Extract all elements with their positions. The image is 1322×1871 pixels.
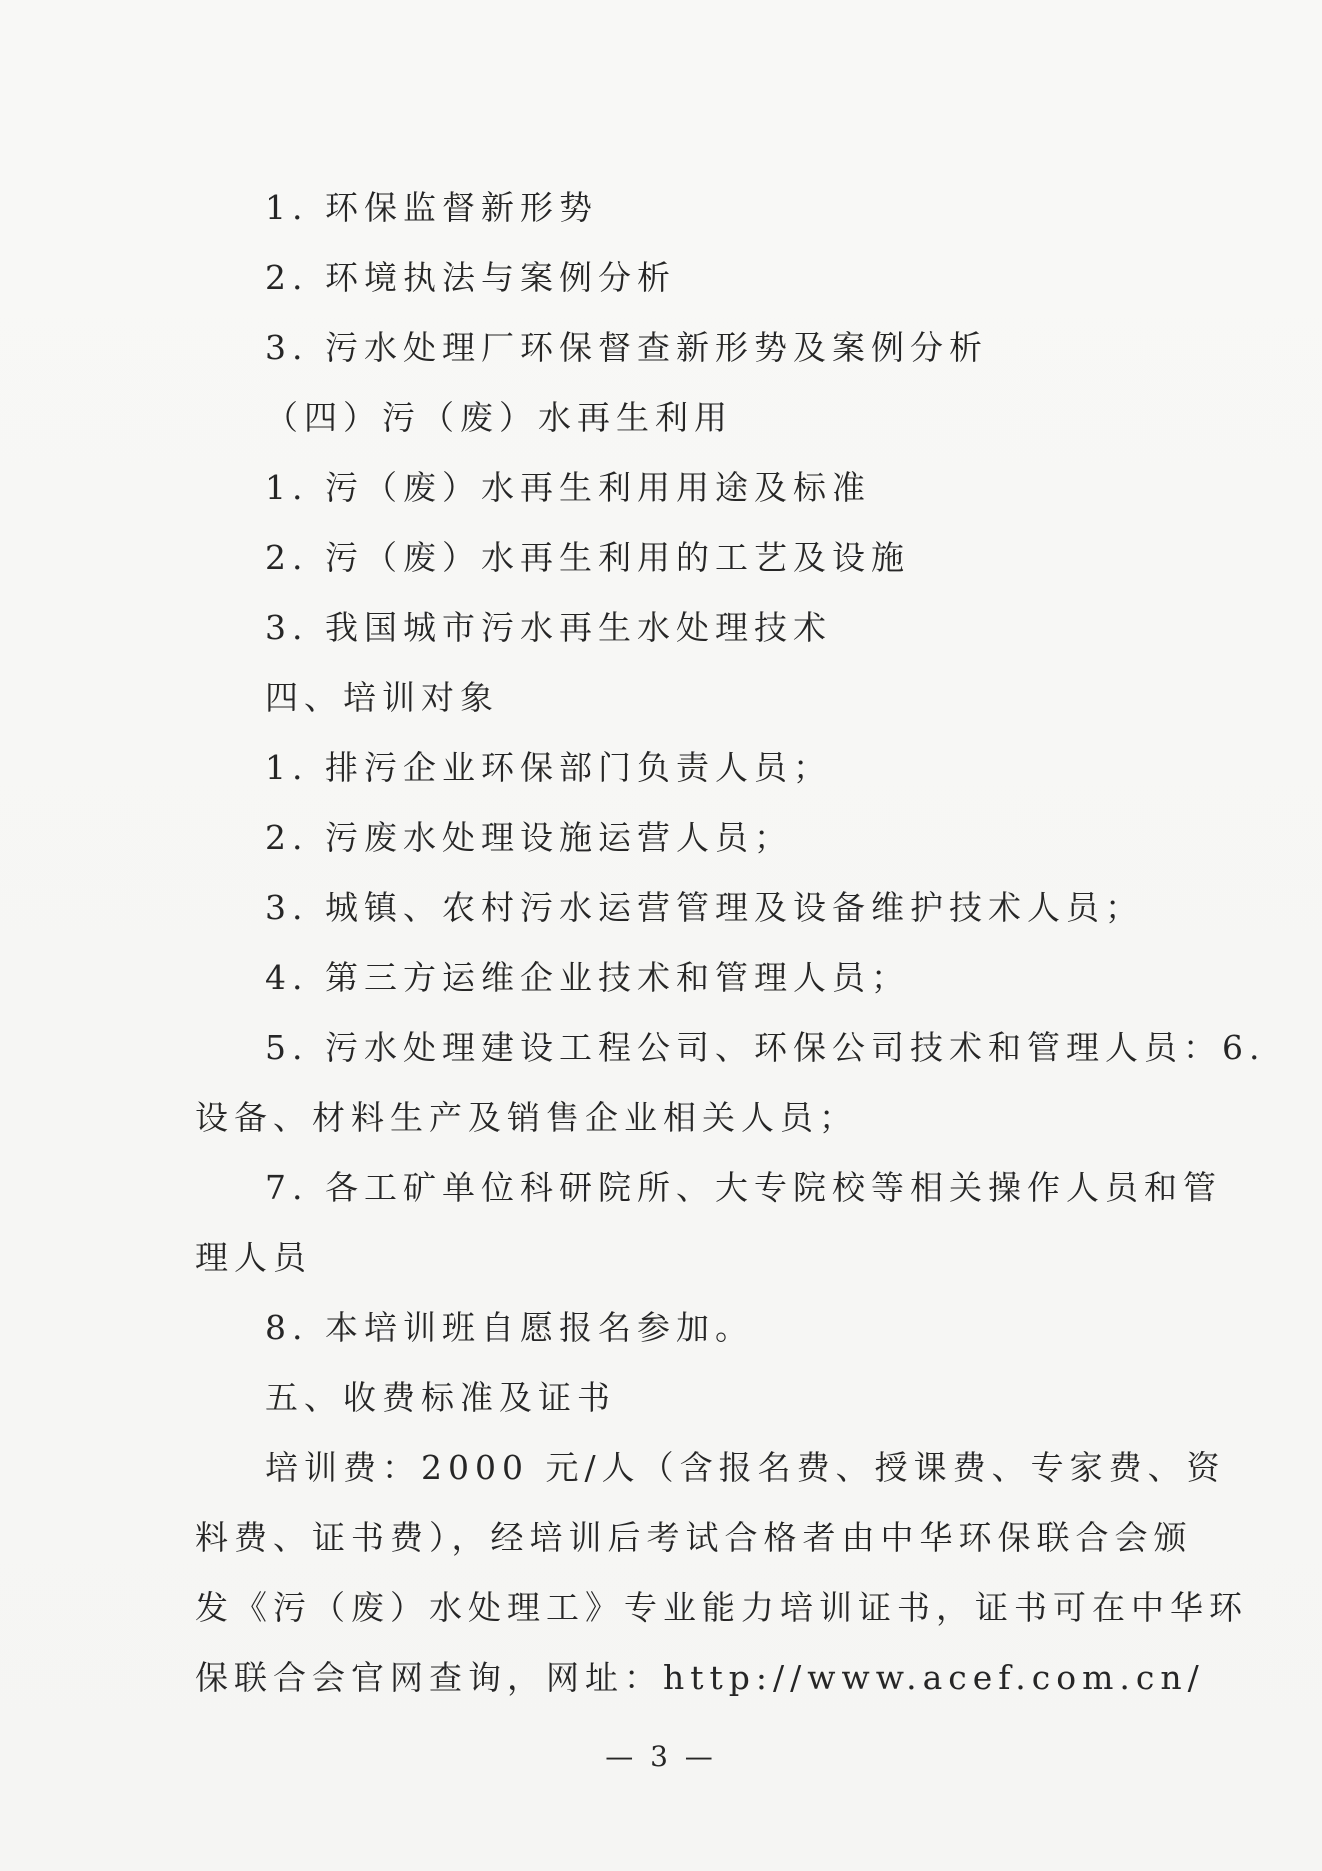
text-line: 保联合会官网查询，网址：http://www.acef.com.cn/ — [195, 1658, 1205, 1697]
text-line: 理人员 — [195, 1238, 312, 1277]
text-line: 8. 本培训班自愿报名参加。 — [265, 1308, 754, 1347]
text-line: 2. 环境执法与案例分析 — [265, 258, 676, 297]
section-heading: 五、收费标准及证书 — [265, 1378, 616, 1417]
text-line: 5. 污水处理建设工程公司、环保公司技术和管理人员：6. — [265, 1028, 1266, 1067]
text-line: 1. 环保监督新形势 — [265, 188, 598, 227]
section-heading: 四、培训对象 — [265, 678, 499, 717]
text-line: 7. 各工矿单位科研院所、大专院校等相关操作人员和管 — [265, 1168, 1222, 1207]
text-line: 发《污（废）水处理工》专业能力培训证书，证书可在中华环 — [195, 1588, 1248, 1627]
text-line: 4. 第三方运维企业技术和管理人员； — [265, 958, 910, 997]
text-line: 设备、材料生产及销售企业相关人员； — [195, 1098, 858, 1137]
text-line: 2. 污（废）水再生利用的工艺及设施 — [265, 538, 910, 577]
text-line: 3. 城镇、农村污水运营管理及设备维护技术人员； — [265, 888, 1144, 927]
text-line: 2. 污废水处理设施运营人员； — [265, 818, 793, 857]
text-line: 3. 我国城市污水再生水处理技术 — [265, 608, 832, 647]
text-line: 1. 污（废）水再生利用用途及标准 — [265, 468, 871, 507]
text-line: 料费、证书费），经培训后考试合格者由中华环保联合会颁 — [195, 1518, 1193, 1557]
text-line: 培训费：2000 元/人（含报名费、授课费、专家费、资 — [265, 1448, 1226, 1487]
text-line: 1. 排污企业环保部门负责人员； — [265, 748, 832, 787]
section-heading: （四）污（废）水再生利用 — [265, 398, 733, 437]
text-line: 3. 污水处理厂环保督查新形势及案例分析 — [265, 328, 988, 367]
page-number: — 3 — — [605, 1740, 717, 1773]
